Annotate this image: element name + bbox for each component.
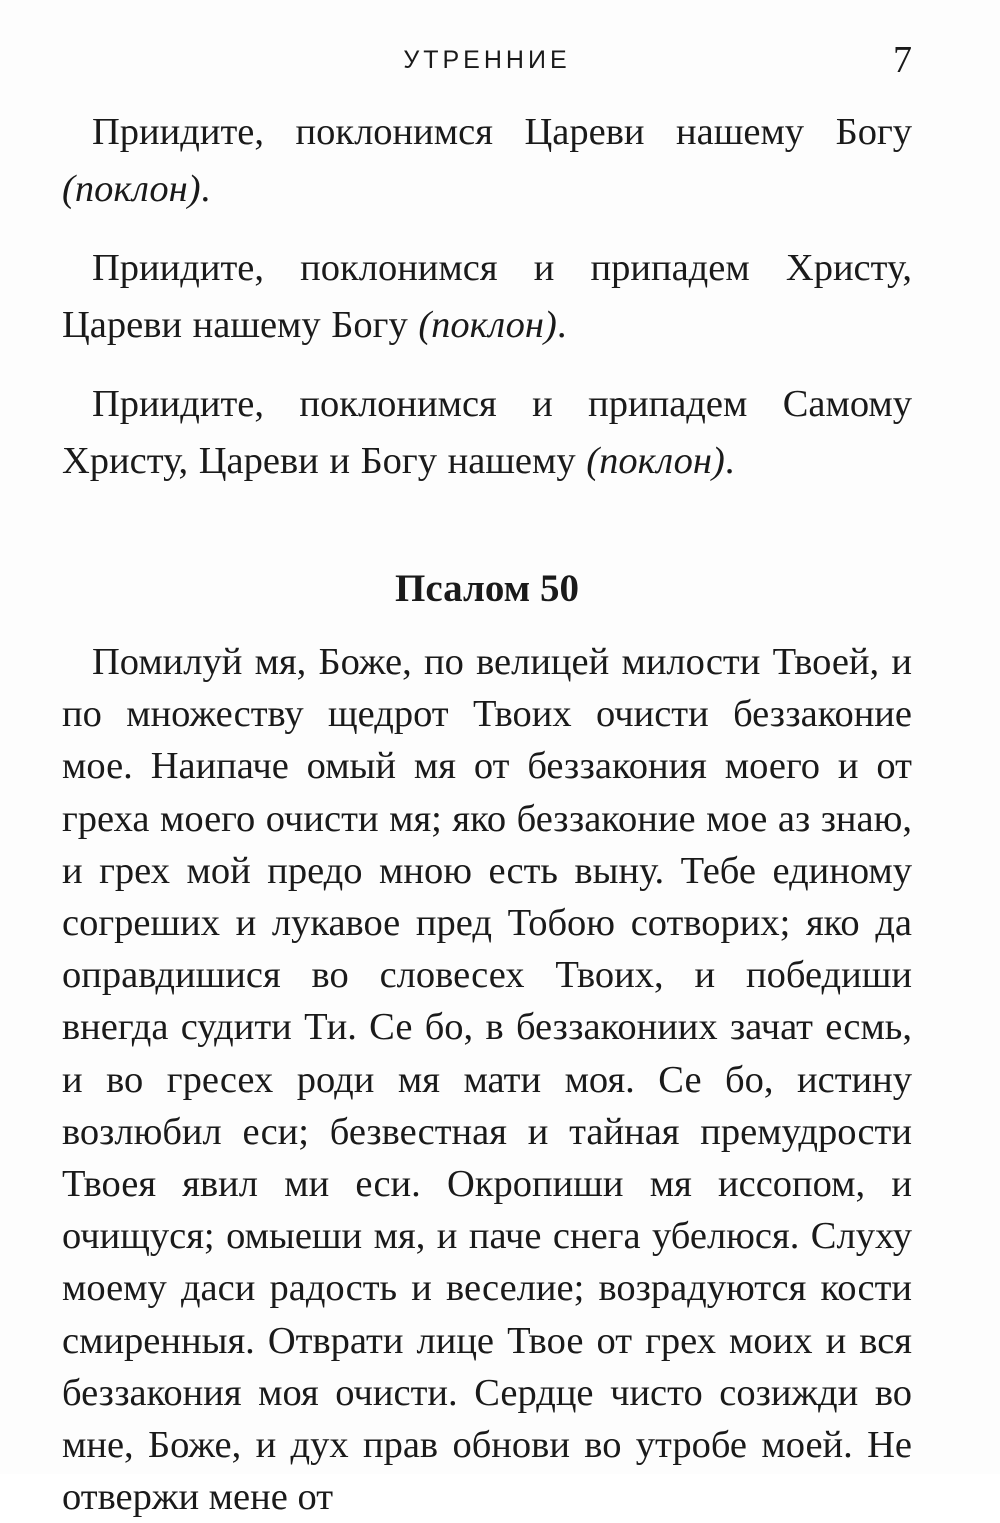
page-number: 7 bbox=[893, 39, 912, 81]
psalm-text: Помилуй мя, Боже, по велицей милости Твоей, и по множеству щедрот Твоих очисти беззаконие мое. Наипаче омый мя от беззакония моего и от греха моего очисти мя; яко беззаконие мое аз знаю, и грех мой предо мною есть выну. Тебе единому согреших и лукавое пред Тобою сотворих; яко да оправдишися во словесех Твоих, и победиши внегда судити Ти. Се бо, в беззакониих зачат есмь, и во гресех роди мя мати моя. Се бо, истину возлюбил еси; безвестная и тайная премудрости Твоея явил ми еси. Окропиши мя иссопом, и очищуся; омыеши мя, и паче снега убелюся. Слуху моему даси радость и веселие; возрадуются кости смиренныя. Отврати лице Твое от грех моих и вся беззакония моя очисти. Сердце чисто созижди во мне, Боже, и дух прав обнови во утробе моей. Не отвержи мене от bbox=[62, 641, 912, 1519]
page-header bbox=[62, 38, 912, 88]
page-body bbox=[62, 104, 912, 1523]
prayer-paragraph-1 bbox=[62, 104, 912, 218]
prayer-paragraph-3 bbox=[62, 376, 912, 490]
prayer-end: . bbox=[556, 304, 567, 346]
prayer-text: Приидите, поклонимся и припадем Самому Христу, Цареви и Богу нашему bbox=[62, 383, 912, 482]
running-title: УТРЕННИЕ bbox=[403, 46, 571, 74]
prayer-paragraph-2 bbox=[62, 240, 912, 354]
prostration-note: (поклон) bbox=[62, 168, 201, 210]
prayer-text: Приидите, поклонимся и припадем Христу, Цареви нашему Богу bbox=[62, 247, 912, 346]
prayer-text: Приидите, поклонимся Цареви нашему Богу bbox=[92, 111, 912, 153]
psalm-title: Псалом 50 bbox=[395, 567, 579, 610]
prostration-note: (поклон) bbox=[418, 304, 557, 346]
prostration-note: (поклон) bbox=[586, 440, 725, 482]
prayer-end: . bbox=[200, 168, 211, 210]
prayer-end: . bbox=[724, 440, 735, 482]
